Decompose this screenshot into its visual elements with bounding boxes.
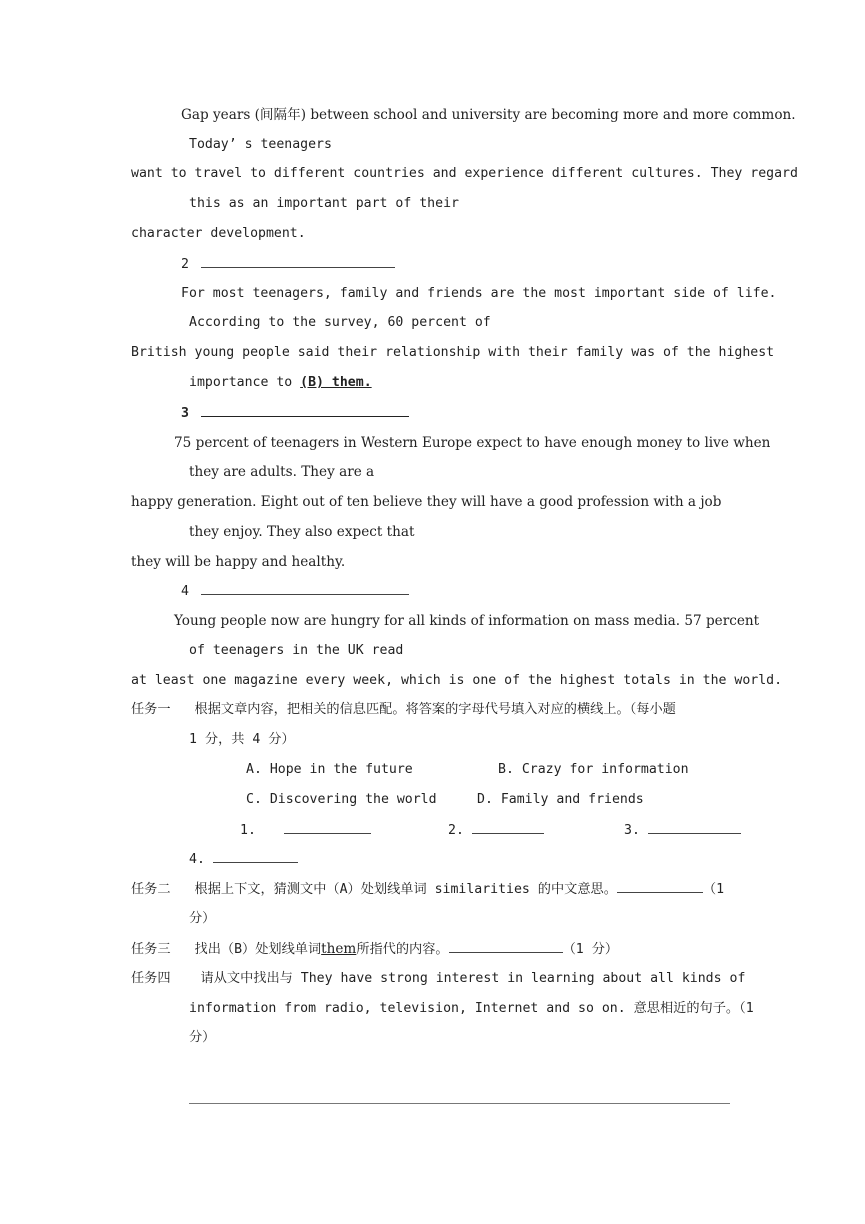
heading-3-number: 3 xyxy=(181,406,189,421)
answer-4-label: 4. xyxy=(189,852,205,867)
para4-line2: of teenagers in the UK read xyxy=(189,643,404,658)
answer-2-label: 2. xyxy=(448,823,464,838)
task2-line1 xyxy=(131,880,724,899)
heading-2-blank[interactable] xyxy=(201,255,395,268)
task1-label: 任务一 xyxy=(131,702,171,717)
task3-label: 任务三 xyxy=(131,942,171,957)
answer-1 xyxy=(240,821,371,840)
heading-3 xyxy=(181,404,409,423)
para2-line4 xyxy=(189,374,372,392)
answer-2 xyxy=(448,821,544,840)
heading-3-blank[interactable] xyxy=(201,404,409,417)
para1-line1: Gap years (间隔年) between school and university are becoming more and more common. xyxy=(181,107,796,123)
task2-blank[interactable] xyxy=(617,880,703,893)
task4-answer-line[interactable] xyxy=(189,1103,730,1104)
answer-2-blank[interactable] xyxy=(472,821,544,834)
task3-score: （1 分） xyxy=(562,942,619,957)
para1-line5: character development. xyxy=(131,226,306,241)
task3-word-them: them xyxy=(321,941,357,957)
task3-instruction-post: 所指代的内容。 xyxy=(356,942,449,957)
task4-line1 xyxy=(131,970,745,988)
para2-line4-prefix: importance to xyxy=(189,375,293,390)
para1-line4: this as an important part of their xyxy=(189,196,459,211)
answer-1-blank[interactable] xyxy=(284,821,371,834)
answer-3-label: 3. xyxy=(624,823,640,838)
para1-line2: Today’ s teenagers xyxy=(189,137,332,152)
task2-instruction: 根据上下文，猜测文中（A）处划线单词 similarities 的中文意思。 xyxy=(194,882,617,897)
para4-line3: at least one magazine every week, which is one of the highest totals in the world. xyxy=(131,673,783,688)
option-d: D. Family and friends xyxy=(477,792,644,807)
answer-3-blank[interactable] xyxy=(648,821,741,834)
task2-score-close: 分） xyxy=(189,911,216,926)
answer-4 xyxy=(189,850,298,869)
task4-line3: 分） xyxy=(189,1030,216,1045)
option-a: A. Hope in the future xyxy=(246,762,413,777)
task2-label: 任务二 xyxy=(131,882,171,897)
option-b: B. Crazy for information xyxy=(498,762,689,777)
answer-4-blank[interactable] xyxy=(213,850,298,863)
task4-label: 任务四 xyxy=(131,971,171,986)
para2-line3: British young people said their relationship with their family was of the highest xyxy=(131,345,775,360)
task2-score-open: （1 xyxy=(702,882,725,897)
task1-score: 1 分，共 4 分） xyxy=(189,732,295,747)
para3-line5: they will be happy and healthy. xyxy=(131,554,346,570)
task3-line xyxy=(131,940,618,959)
task1-instruction: 根据文章内容，把相关的信息匹配。将答案的字母代号填入对应的横线上。（每小题 xyxy=(194,702,676,717)
heading-2 xyxy=(181,255,395,274)
para2-line2: According to the survey, 60 percent of xyxy=(189,315,491,330)
task1-line1 xyxy=(131,701,676,719)
heading-4-number: 4 xyxy=(181,584,189,599)
task3-instruction-pre: 找出（B）处划线单词 xyxy=(194,942,322,957)
answer-3 xyxy=(624,821,741,840)
heading-2-number: 2 xyxy=(181,257,189,272)
para3-line2: they are adults. They are a xyxy=(189,464,375,480)
task4-line2: information from radio, television, Internet and so on. 意思相近的句子。（1 xyxy=(189,1001,754,1016)
para3-line4: they enjoy. They also expect that xyxy=(189,524,415,540)
option-c: C. Discovering the world xyxy=(246,792,437,807)
para3-line1: 75 percent of teenagers in Western Europe expect to have enough money to live when xyxy=(174,435,771,451)
marked-word-b: (B) them. xyxy=(300,375,372,390)
para2-line1: For most teenagers, family and friends are the most important side of life. xyxy=(181,286,777,301)
answer-1-label: 1. xyxy=(240,823,256,838)
para3-line3: happy generation. Eight out of ten believe they will have a good profession with a job xyxy=(131,494,722,510)
para4-line1: Young people now are hungry for all kinds of information on mass media. 57 percent xyxy=(174,613,760,629)
task4-instruction: 请从文中找出与 They have strong interest in learning about all kinds of xyxy=(200,971,746,986)
heading-4-blank[interactable] xyxy=(201,582,409,595)
para1-line3: want to travel to different countries and experience different cultures. They regard xyxy=(131,166,798,181)
heading-4 xyxy=(181,582,409,601)
task3-blank[interactable] xyxy=(449,940,563,953)
